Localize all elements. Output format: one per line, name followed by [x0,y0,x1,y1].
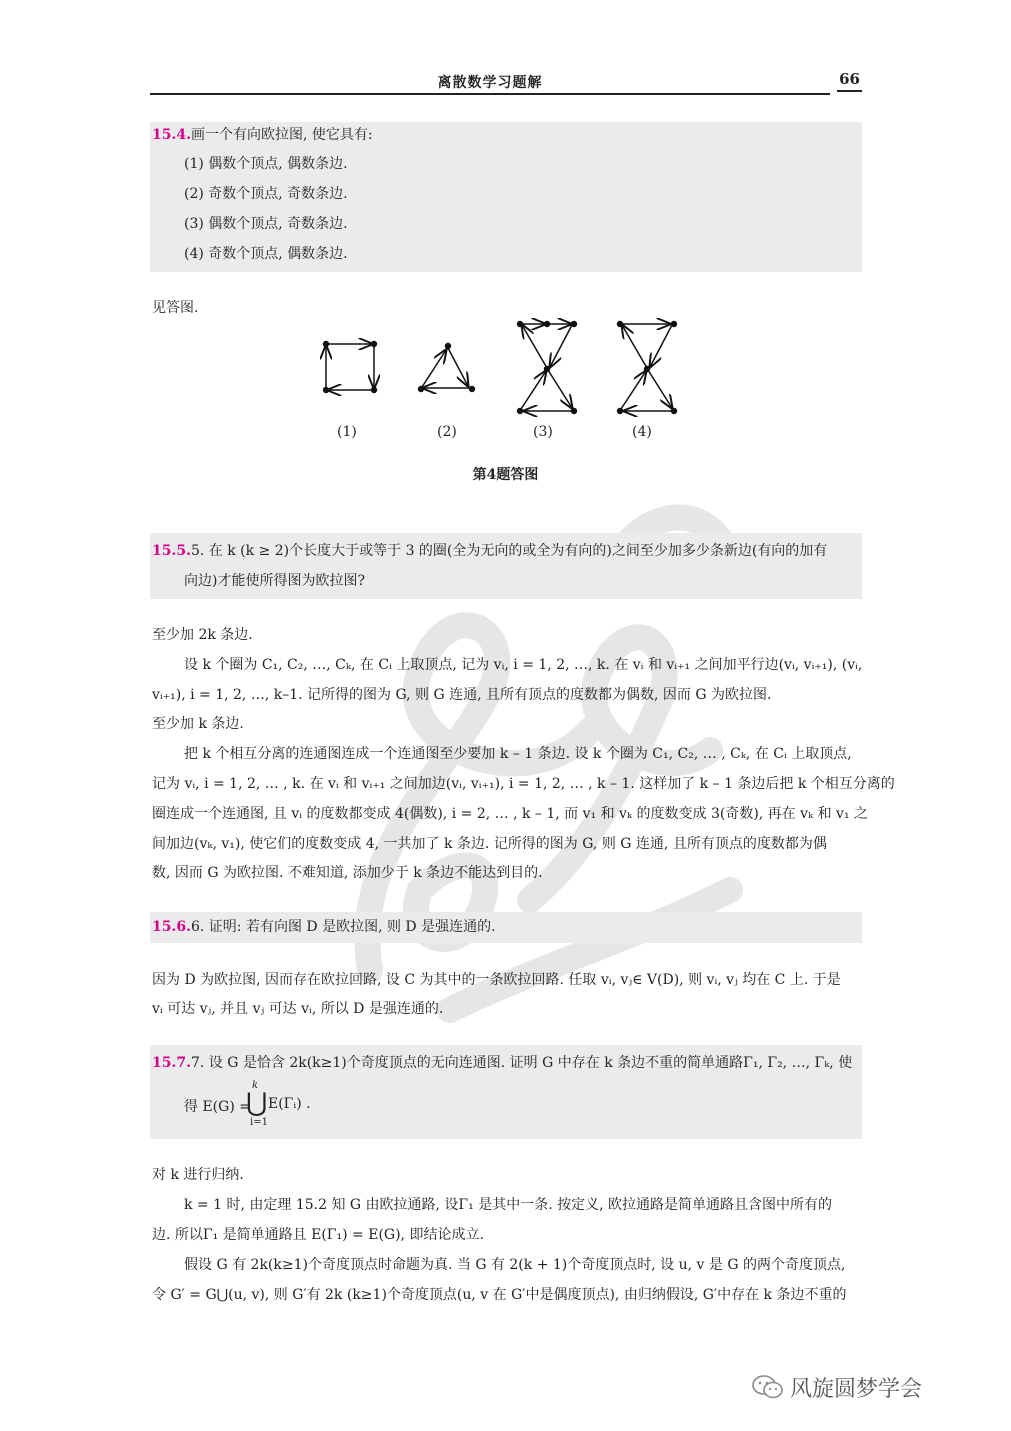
question-number: 15.5. [152,543,191,559]
page-number: 66 [837,70,862,92]
union-symbol: ⋃ [246,1088,268,1118]
question-15-5-line1 [152,540,827,560]
question-text: 画一个有向欧拉图, 使它具有: [190,127,373,143]
question-item: (2) 奇数个顶点, 奇数条边. [184,186,348,202]
answer-line: 因为 D 为欧拉图, 因而存在欧拉回路, 设 C 为其中的一条欧拉回路. 任取 vᵢ, vⱼ∈ V(D), 则 vᵢ, vⱼ 均在 C 上. 于是 [152,972,841,988]
answer-line: 圈连成一个连通图, 且 vᵢ 的度数都变成 4(偶数), i = 2, … , k – 1, 而 v₁ 和 vₖ 的度数变成 3(奇数), 再在 vₖ 和 v₁ 之 [152,806,869,822]
answer-line: 令 G′ = G⋃(u, v), 则 G′有 2k (k≥1)个奇度顶点(u, v 在 G′中是偶度顶点), 由归纳假设, G′中存在 k 条边不重的 [152,1287,847,1303]
page-header [150,70,862,96]
question-text: 7. 设 G 是恰含 2k(k≥1)个奇度顶点的无向连通图. 证明 G 中存在 k 条边不重的简单通路Γ₁, Γ₂, …, Γₖ, 使 [190,1055,853,1071]
figure-label: (4) [632,424,652,440]
question-number: 15.6. [152,919,191,935]
answer-line: 至少加 k 条边. [152,716,244,732]
header-rule [150,93,830,95]
answer-line: 对 k 进行归纳. [152,1167,244,1183]
answer-line: 边. 所以Γ₁ 是简单通路且 E(Γ₁) = E(G), 即结论成立. [152,1227,484,1243]
answer-15-4-text: 见答图. [152,300,199,316]
formula-suffix: E(Γᵢ) . [268,1096,311,1112]
question-15-5-line2: 向边)才能使所得图为欧拉图? [184,573,365,589]
answer-line: 数, 因而 G 为欧拉图. 不难知道, 添加少于 k 条边不能达到目的. [152,865,543,881]
answer-line: 把 k 个相互分离的连通图连成一个连通图至少要加 k – 1 条边. 设 k 个圈为 C₁, C₂, … , Cₖ, 在 Cᵢ 上取顶点, [184,746,852,762]
wechat-icon [752,1373,784,1401]
brand-logo-text: 风旋圆梦学会 [790,1377,923,1402]
answer-line: 假设 G 有 2k(k≥1)个奇度顶点时命题为真. 当 G 有 2(k + 1)个奇度顶点时, 设 u, v 是 G 的两个奇度顶点, [184,1257,846,1273]
answer-line: 设 k 个圈为 C₁, C₂, …, Cₖ, 在 Cᵢ 上取顶点, 记为 vᵢ, i = 1, 2, …, k. 在 vᵢ 和 vᵢ₊₁ 之间加平行边(vᵢ, vᵢ₊₁), (vᵢ, [184,657,863,673]
answer-line: 记为 vᵢ, i = 1, 2, … , k. 在 vᵢ 和 vᵢ₊₁ 之间加边(vᵢ, vᵢ₊₁), i = 1, 2, … , k – 1. 这样加了 k – 1 条边后把 k 个相互分离的 [152,776,895,792]
question-text: 5. 在 k (k ≥ 2)个长度大于或等于 3 的圈(全为无向的或全为有向的)之间至少加多少条新边(有向的加有 [190,543,828,559]
question-item: (4) 奇数个顶点, 偶数条边. [184,246,348,262]
figure-label: (1) [337,424,357,440]
figure-label: (3) [533,424,553,440]
question-item: (3) 偶数个顶点, 奇数条边. [184,216,348,232]
answer-line: vᵢ 可达 vⱼ, 并且 vⱼ 可达 vᵢ, 所以 D 是强连通的. [152,1001,444,1017]
answer-line: 至少加 2k 条边. [152,627,253,643]
question-number: 15.4. [152,127,191,143]
question-text: 6. 证明: 若有向图 D 是欧拉图, 则 D 是强连通的. [190,919,496,935]
figure-label: (2) [437,424,457,440]
question-15-6-line [152,916,496,936]
answer-line: 间加边(vₖ, v₁), 使它们的度数变成 4, 一共加了 k 条边. 记所得的图为 G, 则 G 连通, 且所有顶点的度数都为偶 [152,836,827,852]
union-lower-limit: i=1 [250,1117,268,1128]
figure-title: 第4题答图 [472,467,539,483]
formula-prefix: 得 E(G) = [184,1099,251,1115]
header-title: 离散数学习题解 [437,75,543,91]
question-number: 15.7. [152,1055,191,1071]
question-15-7-line1 [152,1052,852,1072]
question-item: (1) 偶数个顶点, 偶数条边. [184,156,348,172]
answer-line: k = 1 时, 由定理 15.2 知 G 由欧拉通路, 设Γ₁ 是其中一条. 按定义, 欧拉通路是简单通路且含图中所有的 [184,1197,833,1213]
union-upper-limit: k [252,1080,259,1091]
answer-line: vᵢ₊₁), i = 1, 2, …, k–1. 记所得的图为 G, 则 G 连通, 且所有顶点的度数都为偶数, 因而 G 为欧拉图. [152,687,772,703]
question-15-4-title [152,124,373,144]
